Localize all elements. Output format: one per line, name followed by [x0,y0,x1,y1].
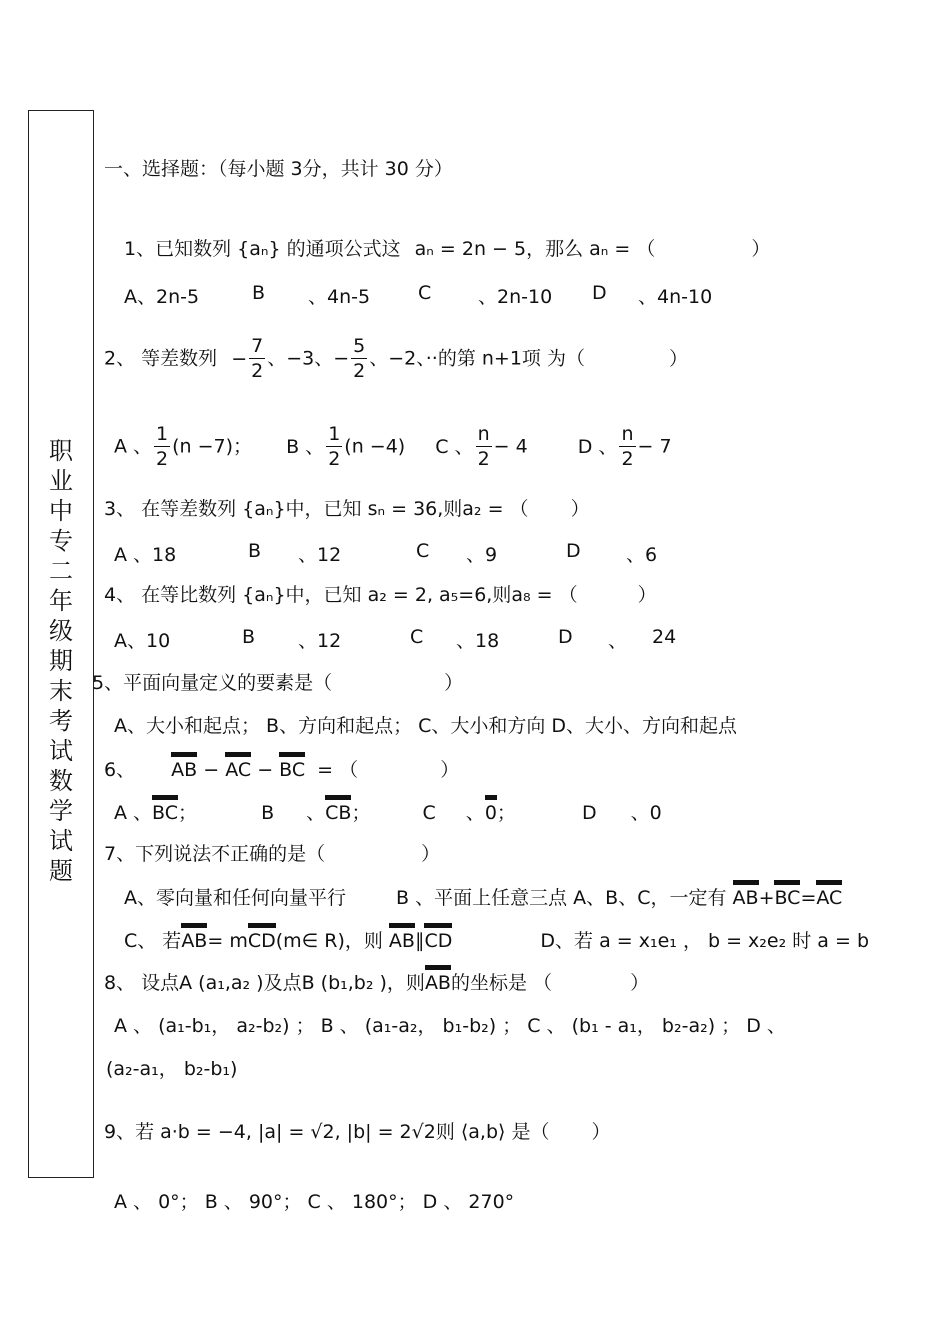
q7-option-d: D、若 [540,930,594,952]
q1-option: 、4n-5 [308,286,371,308]
question-4 [104,582,657,608]
q6-vector-bc: BC [279,759,306,781]
q6-vector-ab: AB [171,759,198,781]
q6-minus: − [257,759,274,781]
q7-condition: (m∈ R)，则 [275,930,383,952]
q2-options [114,422,672,471]
q6-option-a-vector: BC [152,802,179,824]
q4-option: 、 [608,630,628,652]
q6-close: ） [440,759,460,781]
q4-option: D [558,626,573,648]
q4-option: 、18 [456,630,500,652]
section-title: 一、选择题：（每小题 3分，共计 30 分） [104,158,453,180]
question-1 [124,236,770,262]
question-8 [104,970,649,996]
q4-option: B [242,626,256,648]
q7-equals: = [800,887,817,909]
q2-option-b-frac [326,422,342,471]
q2-option-a-tail: (n −7)； [172,435,253,458]
q6-option-a: A 、 [114,802,153,824]
q2-option-c-frac [476,422,492,471]
q1-seq: {aₙ} [237,238,281,260]
q1-option: B [252,282,266,304]
q2-b-den: 2 [328,448,341,470]
q7-row-1 [124,885,842,911]
q2-option-a-label: A 、 [114,435,153,458]
q6-option-a-sep: ； [178,802,198,824]
q2-frac1-num: 7 [251,335,264,357]
q7-vector-bc: BC [774,887,801,909]
q3-close: ） [570,498,590,520]
q2-option-c-label: C 、 [435,435,474,458]
q2-option-c-tail: − 4 [493,435,528,458]
q6-option-b-vector: CB [325,802,352,824]
q4-option: 24 [652,626,677,648]
q1-option: 、4n-10 [638,286,713,308]
q2-minus: − [231,347,248,370]
binding-margin-box [28,110,94,1178]
q2-frac1 [249,334,265,383]
q2-frac1-den: 2 [251,360,264,382]
q2-d-num: n [619,422,635,447]
q7-vector-ac: AC [816,887,843,909]
q1-options [124,282,712,309]
q2-option-b-label: B 、 [286,435,325,458]
q4-options [114,626,676,653]
q2-a-den: 2 [156,448,169,470]
q3-option: A 、18 [114,544,177,566]
q8-vector-ab: AB [424,972,451,994]
q3-option: C [416,540,430,562]
q4-close: ） [637,584,657,606]
q7-plus: + [758,887,775,909]
q8-close: ） [630,972,650,994]
q2-label: 2、 等差数列 [104,347,218,370]
q3-option: 、6 [626,544,658,566]
q6-vector-ac: AC [225,759,252,781]
q1-stem-a: 1、已知数列 [124,238,232,260]
q7-close: ） [421,843,441,865]
q2-b-num: 1 [328,423,341,445]
q2-d-den: 2 [621,448,634,470]
q6-option-b: B [261,802,275,824]
q3-option: 、9 [466,544,498,566]
q1-option: D [592,282,607,304]
q2-frac2-num: 5 [353,335,366,357]
q7-option-a: A、零向量和任何向量平行 [124,887,346,909]
question-2 [104,334,688,383]
q8-options-2: (a₂-a₁， b₂-b₁) [106,1058,238,1080]
q2-tail: 、−2、··的第 n+1项 为（ [369,347,585,370]
q6-option-c-semi: ； [496,802,516,824]
q6-option-d-value: 、0 [630,802,662,824]
q2-mid: 、−3、− [267,347,350,370]
q6-option-b-semi: ； [351,802,371,824]
q7-option-c: C、 若 [124,930,182,952]
q9-options: A 、 0°； B 、 90°； C 、 180°； D 、 270° [114,1191,515,1213]
q2-c-num: n [476,422,492,447]
q1-option: A、2n-5 [124,286,200,308]
q6-label: 6、 [104,759,136,781]
question-9 [104,1119,611,1145]
question-6 [104,757,459,783]
q8-options-1: A 、 (a₁-b₁， a₂-b₂) ； B 、 (a₁-a₂， b₁-b₂) ； C 、 (b₁ - a₁， b₂-a₂) ； D 、 [114,1015,786,1037]
q2-option-d-frac [619,422,635,471]
q8-stem: 8、 设点A (a₁,a₂ )及点B (b₁,b₂ )，则 [104,972,425,994]
q1-stem-b: 的通项公式这 [286,238,401,260]
q2-option-a-frac [154,422,170,471]
q6-option-b-sep: 、 [306,802,326,824]
q2-option-b-tail: (n −4) [344,435,406,458]
q4-option: A、10 [114,630,171,652]
exam-title-vertical: 职业中专二年级期末考试数学试题 [49,437,73,885]
q7-equals-m: = m [207,930,248,952]
q6-option-c-zero-vector: 0 [484,802,497,824]
q9-close: ） [591,1121,611,1143]
q3-stem: 3、 在等差数列 {aₙ}中，已知 sₙ = 36,则a₂ = （ [104,498,529,520]
q1-option: C [418,282,432,304]
q6-equals: = （ [317,759,359,781]
q7-option-d-expr: a = x₁e₁ ， b = x₂e₂ 时 a = b [599,930,870,952]
q6-option-c-sep: 、 [465,802,485,824]
q7-vector-ab: AB [732,887,759,909]
q1-close: ） [751,238,771,260]
question-3 [104,496,590,522]
q6-option-d: D [581,802,597,824]
q3-option: D [566,540,581,562]
q8-stem-b: 的坐标是 （ [450,972,553,994]
q2-close: ） [669,347,689,370]
q2-frac2-den: 2 [353,360,366,382]
q4-stem: 4、 在等比数列 {aₙ}中，已知 a₂ = 2, a₅=6,则a₈ = （ [104,584,578,606]
q1-formula: aₙ = 2n − 5，那么 aₙ = （ [414,238,656,260]
q3-option: B [248,540,262,562]
question-5 [92,670,463,696]
q7-parallel: ∥ [414,930,425,952]
q1-option: 、2n-10 [478,286,553,308]
q7-stem: 7、下列说法不正确的是（ [104,843,326,865]
q2-a-num: 1 [156,423,169,445]
q6-minus: − [203,759,220,781]
q6-option-c: C [422,802,436,824]
q6-options [114,800,662,826]
q4-option: 、12 [298,630,342,652]
q7-vector-ab: AB [388,930,415,952]
q2-option-d-label: D 、 [577,435,618,458]
q7-vector-ab: AB [181,930,208,952]
q3-option: 、12 [298,544,342,566]
question-7 [104,841,440,867]
q4-option: C [410,626,424,648]
q2-option-d-tail: − 7 [637,435,672,458]
q7-row-2 [124,928,869,954]
q5-options: A、大小和起点； B、方向和起点； C、大小和方向 D、大小、方向和起点 [114,715,738,737]
q2-frac2 [351,334,367,383]
q5-close: ） [444,672,464,694]
q9-stem: 9、若 a·b = −4, |a| = √2, |b| = 2√2则 ⟨a,b⟩ 是（ [104,1121,550,1143]
q5-stem: 5、平面向量定义的要素是（ [92,672,333,694]
q7-vector-cd: CD [247,930,276,952]
q7-option-b: B 、平面上任意三点 A、B、C，一定有 [396,887,727,909]
q3-options [114,540,657,567]
q7-vector-cd: CD [424,930,453,952]
q2-c-den: 2 [477,448,490,470]
